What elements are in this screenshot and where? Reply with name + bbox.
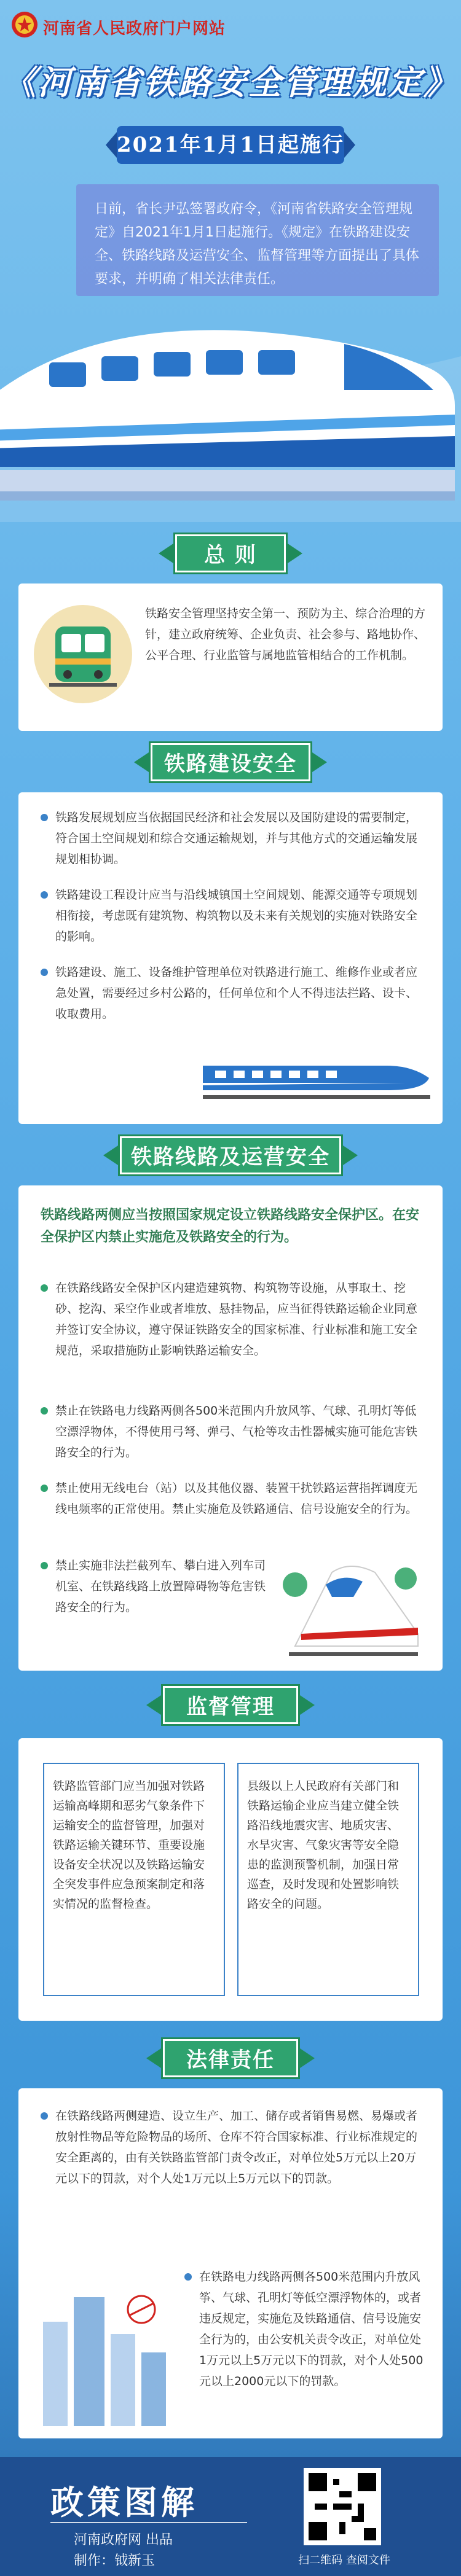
footer-divider xyxy=(50,2522,247,2523)
national-emblem-icon xyxy=(11,11,38,38)
intro-text: 日前，省长尹弘签署政府令，《河南省铁路安全管理规定》自2021年1月1日起施行。《规定》在铁路建设安全、铁路线路及运营安全、监督管理等方面提出了具体要求，并明确了相关法律责任。 xyxy=(76,184,439,296)
bullet-icon xyxy=(41,2112,48,2120)
section-header-liability xyxy=(0,2039,461,2082)
bullet-icon xyxy=(41,1407,48,1415)
construction-item: 铁路发展规划应当依据国民经济和社会发展以及国防建设的需要制定，符合国土空间规划和综合交通运输规划，并与其他方式的交通运输发展规划相协调。 xyxy=(41,807,422,870)
footer-title: 政策图解 xyxy=(50,2483,198,2522)
section-header-general xyxy=(0,534,461,577)
qr-code[interactable] xyxy=(304,2468,381,2545)
bullet-icon xyxy=(41,1485,48,1492)
train-icon xyxy=(203,1053,430,1109)
bullet-icon xyxy=(41,891,48,899)
operation-item: 禁止在铁路电力线路两侧各500米范围内升放风筝、气球、孔明灯等低空漂浮物体，不得使用弓弩、弹弓、气枪等攻击性器械实施可能危害铁路安全的行为。 xyxy=(41,1400,422,1463)
operation-item: 禁止实施非法拦截列车、攀白进入列车司机室、在铁路线路上放置障碍物等危害铁路安全的行为。 xyxy=(41,1555,274,1618)
section-header-operation xyxy=(0,1136,461,1179)
section-title-construction: 铁路建设安全 xyxy=(151,743,310,781)
bullet-icon xyxy=(41,969,48,976)
section-title-general: 总 则 xyxy=(175,534,286,572)
section-header-construction xyxy=(0,743,461,786)
bullet-train-icon xyxy=(277,1548,430,1658)
operation-item: 禁止使用无线电台（站）以及其他仪器、装置干扰铁路运营指挥调度无线电频率的正常使用。禁止实施危及铁路通信、信号设施安全的行为。 xyxy=(41,1478,422,1520)
general-card xyxy=(18,584,443,731)
bullet-train-illustration xyxy=(0,264,461,522)
site-name[interactable]: 河南省人民政府门户网站 xyxy=(43,20,226,38)
bullet-icon xyxy=(41,1562,48,1569)
bullet-icon xyxy=(41,814,48,821)
supervision-card xyxy=(18,1738,443,2021)
liability-item: 在铁路电力线路两侧各500米范围内升放风筝、气球、孔明灯等低空漂浮物体的，或者违反规定，实施危及铁路通信、信号设施安全行为的，由公安机关责令改正，对单位处1万元以上5万元以下的罚款，对个人处500元以上2000元以下的罚款。 xyxy=(184,2266,424,2392)
effective-date-banner: 2021年1月1日起施行 xyxy=(117,126,344,164)
liability-item: 在铁路线路两侧建造、设立生产、加工、储存或者销售易燃、易爆或者放射性物品等危险物品的场所、仓库不符合国家标准、行业标准规定的安全距离的，由有关铁路监管部门责令改正，对单位处5万元以上20万元以下的罚款，对个人处1万元以上5万元以下的罚款。 xyxy=(41,2106,422,2189)
city-skyline-icon xyxy=(31,2273,178,2426)
operation-lead: 铁路线路两侧应当按照国家规定设立铁路线路安全保护区。在安全保护区内禁止实施危及铁路安全的行为。 xyxy=(41,1207,420,1245)
general-text: 铁路安全管理坚持安全第一、预防为主、综合治理的方针，建立政府统筹、企业负责、社会参与、路地协作、公平合理、行业监管与属地监管相结合的工作机制。 xyxy=(145,607,426,662)
tram-icon xyxy=(31,602,135,706)
supervision-right: 县级以上人民政府有关部门和铁路运输企业应当建立健全铁路沿线地震灾害、地质灾害、水旱灾害、气象灾害等安全隐患的监测预警机制，加强日常巡查，及时发现和处置影响铁路安全的问题。 xyxy=(237,1763,419,1996)
footer-author: 制作：钺新玉 xyxy=(74,2553,156,2569)
supervision-left: 铁路监管部门应当加强对铁路运输高峰期和恶劣气象条件下运输安全的监督管理，加强对铁路运输关键环节、重要设施设备安全状况以及铁路运输安全突发事件应急预案制定和落实情况的监督检查。 xyxy=(43,1763,225,1996)
qr-caption: 扫二维码 查阅文件 xyxy=(298,2554,390,2567)
construction-item: 铁路建设、施工、设备维护管理单位对铁路进行施工、维修作业或者应急处置，需要经过乡村公路的，任何单位和个人不得违法拦路、设卡、收取费用。 xyxy=(41,962,422,1025)
section-title-supervision: 监督管理 xyxy=(163,1686,298,1724)
construction-card xyxy=(18,792,443,1124)
bullet-icon xyxy=(41,1284,48,1292)
footer xyxy=(0,2457,461,2576)
operation-item: 在铁路线路安全保护区内建造建筑物、构筑物等设施，从事取土、挖砂、挖沟、采空作业或者堆放、悬挂物品，应当征得铁路运输企业同意并签订安全协议，遵守保证铁路安全的国家标准、行业标准和施工安全规范，采取措施防止影响铁路运输安全。 xyxy=(41,1278,422,1361)
section-header-supervision xyxy=(0,1686,461,1729)
liability-card xyxy=(18,2088,443,2438)
bullet-icon xyxy=(184,2273,192,2281)
section-title-operation: 铁路线路及运营安全 xyxy=(120,1136,341,1174)
qr-code-icon xyxy=(309,2473,376,2540)
section-title-liability: 法律责任 xyxy=(163,2039,298,2077)
operation-card xyxy=(18,1185,443,1671)
site-header xyxy=(0,0,461,49)
footer-publisher: 河南政府网 出品 xyxy=(74,2532,173,2548)
page-title: 《河南省铁路安全管理规定》 xyxy=(2,63,459,102)
construction-item: 铁路建设工程设计应当与沿线城镇国土空间规划、能源交通等专项规划相衔接，考虑既有建筑物、构筑物以及未来有关规划的实施对铁路安全的影响。 xyxy=(41,884,422,947)
